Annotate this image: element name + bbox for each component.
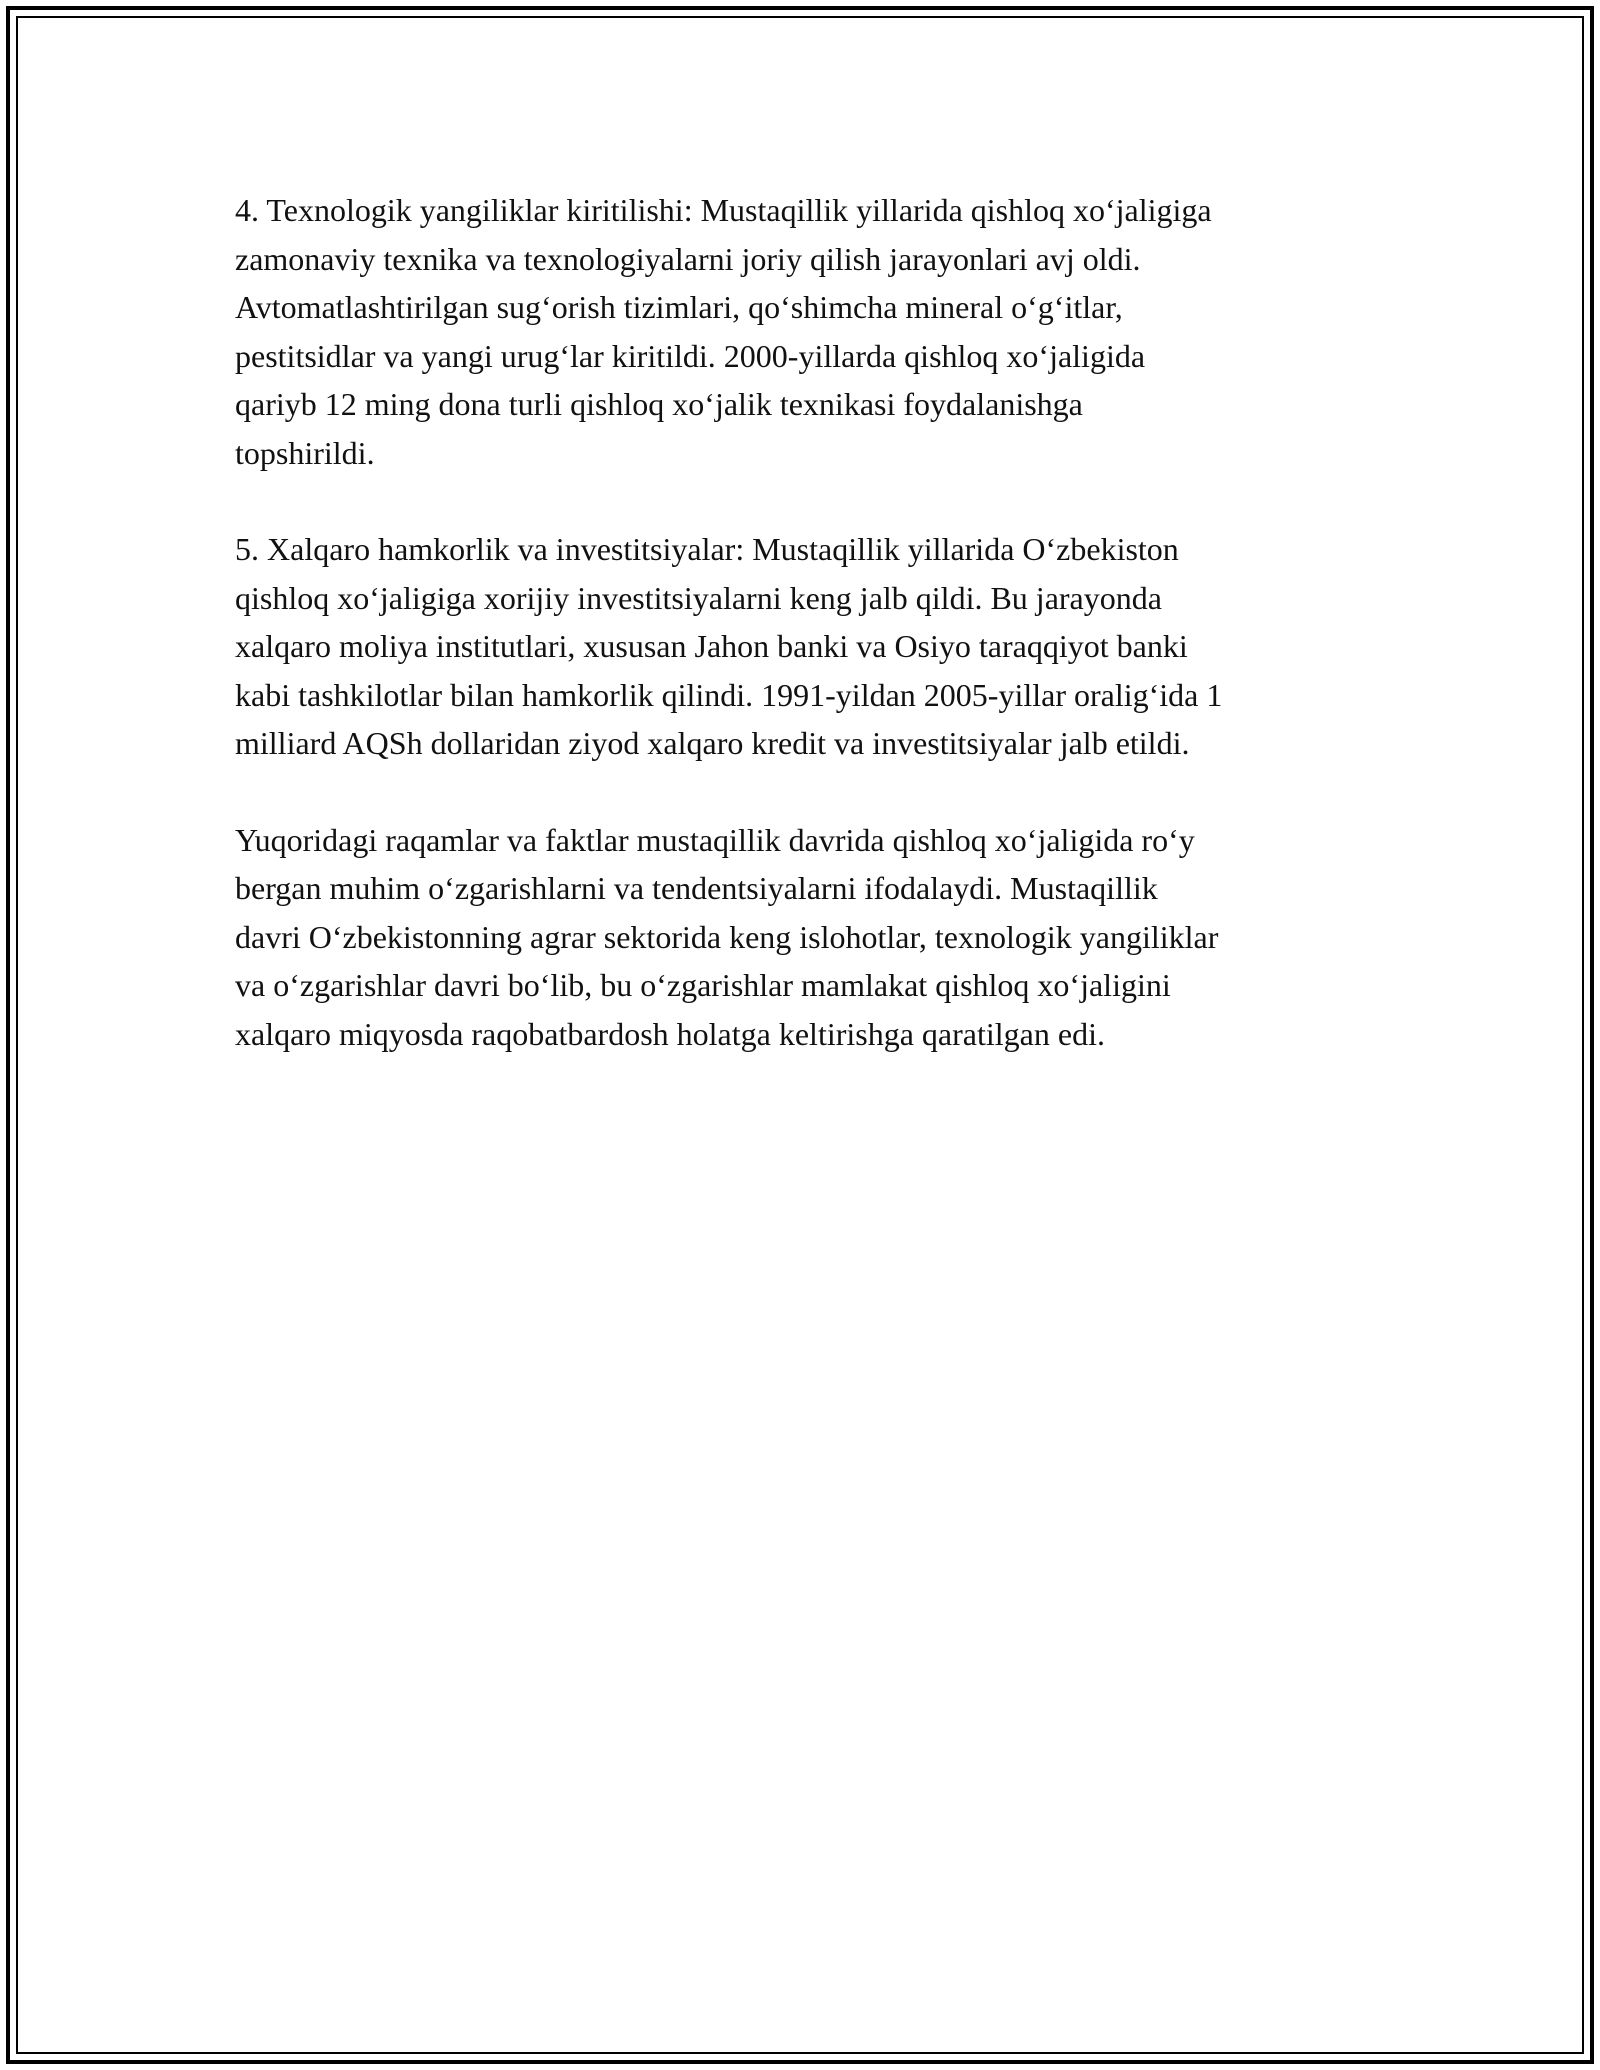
text-line: Avtomatlashtirilgan sug‘orish tizimlari, qo‘shimcha mineral o‘g‘itlar, [235, 289, 1123, 325]
text-line: qariyb 12 ming dona turli qishloq xo‘jalik texnikasi foydalanishga [235, 386, 1083, 422]
text-line: kabi tashkilotlar bilan hamkorlik qilindi. 1991-yildan 2005-yillar oralig‘ida 1 [235, 676, 1223, 713]
text-line: Yuqoridagi raqamlar va faktlar mustaqillik davrida qishloq xo‘jaligida ro‘y [235, 821, 1195, 858]
document-body [235, 186, 1375, 1106]
text-line: xalqaro moliya institutlari, xususan Jahon banki va Osiyo taraqqiyot banki [235, 628, 1188, 664]
text-line: pestitsidlar va yangi urug‘lar kiritildi. 2000-yillarda qishloq xo‘jaligida [235, 337, 1146, 374]
text-line: milliard AQSh dollaridan ziyod xalqaro kredit va investitsiyalar jalb etildi. [235, 725, 1190, 761]
text-line: xalqaro miqyosda raqobatbardosh holatga keltirishga qaratilgan edi. [235, 1015, 1105, 1052]
text-line: topshirildi. [235, 434, 375, 471]
paragraph-international-cooperation [235, 525, 1375, 768]
text-line: qishloq xo‘jaligiga xorijiy investitsiyalarni keng jalb qildi. Bu jarayonda [235, 579, 1162, 616]
paragraph-technology [235, 186, 1375, 477]
text-line: zamonaviy texnika va texnologiyalarni joriy qilish jarayonlari avj oldi. [235, 240, 1141, 277]
text-line: davri O‘zbekistonning agrar sektorida keng islohotlar, texnologik yangiliklar [235, 918, 1219, 955]
paragraph-conclusion [235, 816, 1375, 1059]
text-line: 4. Texnologik yangiliklar kiritilishi: Mustaqillik yillarida qishloq xo‘jaligiga [235, 192, 1212, 228]
text-line: 5. Xalqaro hamkorlik va investitsiyalar: Mustaqillik yillarida O‘zbekiston [235, 531, 1179, 567]
text-line: va o‘zgarishlar davri bo‘lib, bu o‘zgarishlar mamlakat qishloq xo‘jaligini [235, 967, 1171, 1003]
text-line: bergan muhim o‘zgarishlarni va tendentsiyalarni ifodalaydi. Mustaqillik [235, 870, 1158, 906]
